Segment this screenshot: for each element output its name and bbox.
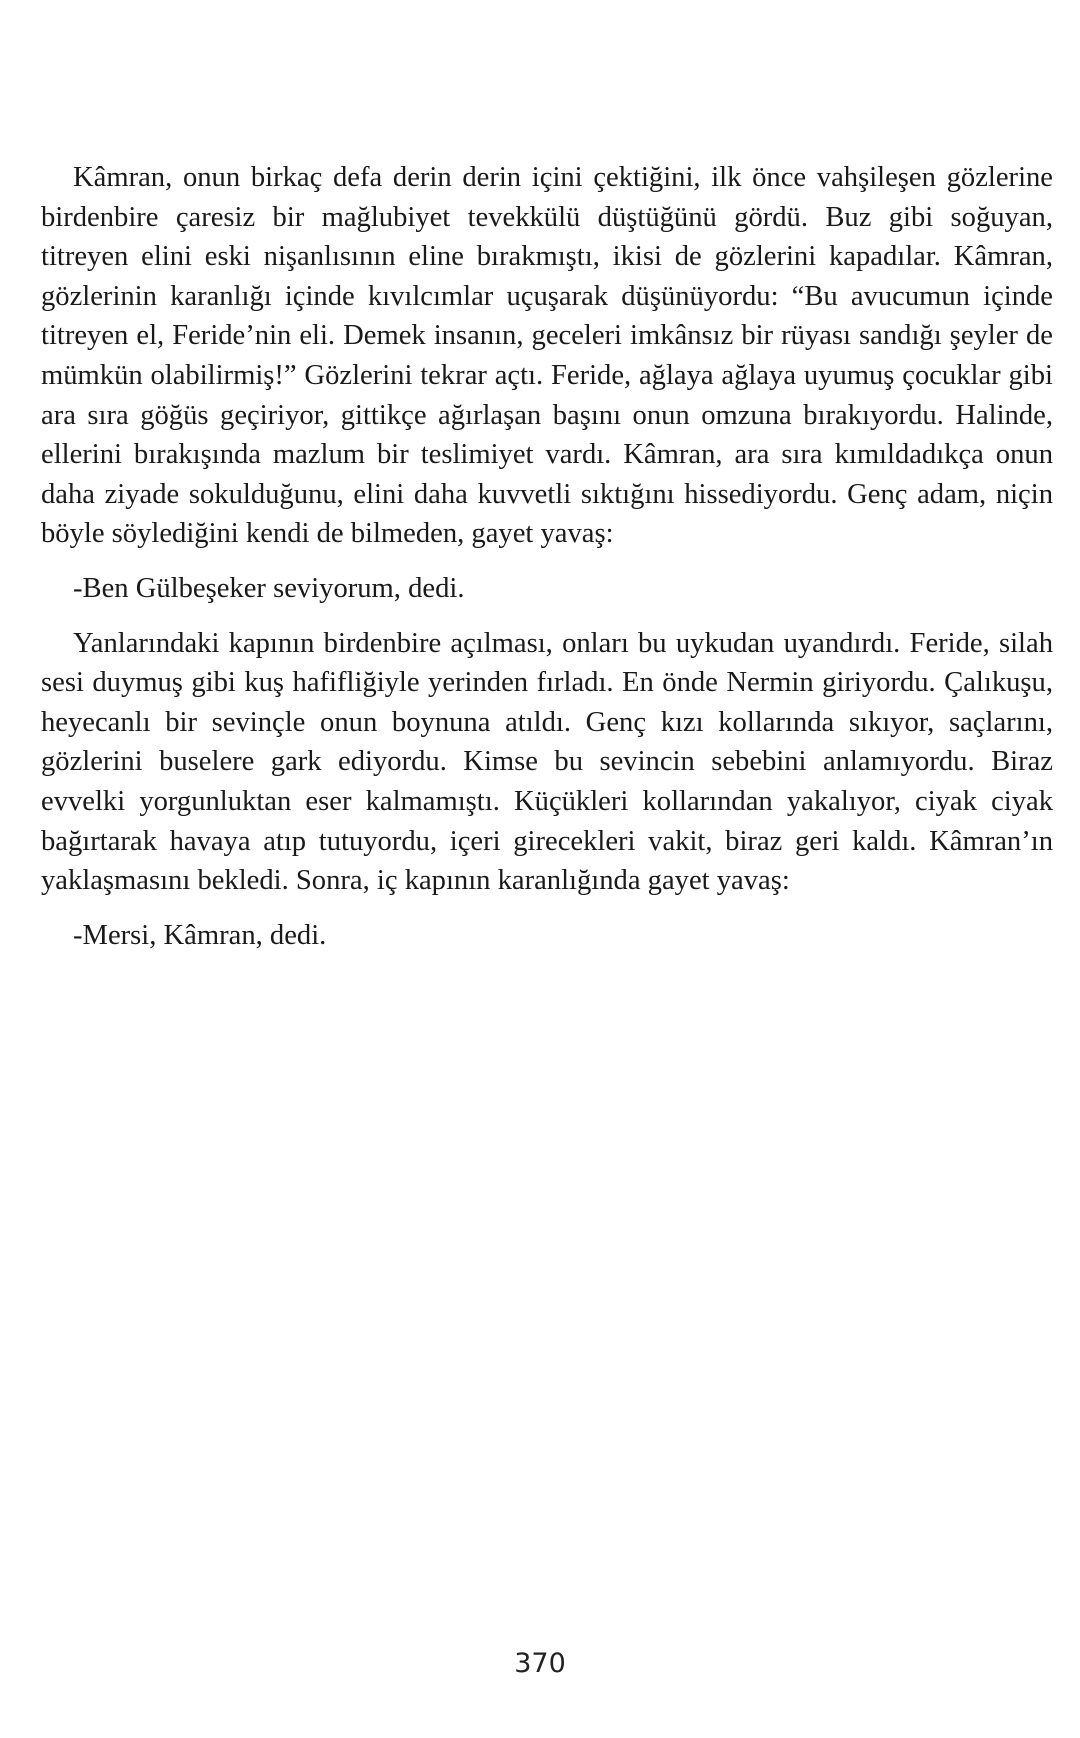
dialogue-mersi: -Mersi, Kâmran, dedi.	[73, 919, 327, 951]
page-number: 370	[514, 1648, 566, 1679]
paragraph-kamran-thoughts: Kâmran, onun birkaç defa derin derin içini çektiğini, ilk önce vahşileşen gözlerine birdenbire çaresiz bir mağlubiyet tevekkülü düştüğünü gördü. Buz gibi soğuyan, titreyen elini eski nişanlısının eline bırakmıştı, ikisi de gözlerini kapadılar. Kâmran, gözlerinin karanlığı içinde kıvılcımlar uçuşarak düşünüyordu: “Bu avucumun içinde titreyen el, Feride’nin eli. Demek insanın, geceleri imkânsız bir rüyası sandığı şeyler de mümkün olabilirmiş!” Gözlerini tekrar açtı. Feride, ağlaya ağlaya uyumuş çocuklar gibi ara sıra göğüs geçiriyor, gittikçe ağırlaşan başını onun omzuna bırakıyordu. Halinde, ellerini bırakışında mazlum bir teslimiyet vardı. Kâmran, ara sıra kımıldadıkça onun daha ziyade sokulduğunu, elini daha kuvvetli sıktığını hissediyordu. Genç adam, niçin böyle söylediğini kendi de bilmeden, gayet yavaş:	[41, 162, 1053, 550]
paragraph-door-opens: Yanlarındaki kapının birdenbire açılması, onları bu uykudan uyandırdı. Feride, silah sesi duymuş gibi kuş hafifliğiyle yerinden fırladı. En önde Nermin giriyordu. Çalıkuşu, heyecanlı bir sevinçle onun boynuna atıldı. Genç kızı kollarında sıkıyor, saçlarını, gözlerini buselere gark ediyordu. Kimse bu sevincin sebebini anlamıyordu. Biraz evvelki yorgunluktan eser kalmamıştı. Küçükleri kollarından yakalıyor, ciyak ciyak bağırtarak havaya atıp tutuyordu, içeri girecekleri vakit, biraz geri kaldı. Kâmran’ın yaklaşmasını bekledi. Sonra, iç kapının karanlığında gayet yavaş:	[41, 627, 1053, 897]
dialogue-gulbeseker: -Ben Gülbeşeker seviyorum, dedi.	[73, 572, 465, 604]
page-body	[41, 158, 1053, 955]
